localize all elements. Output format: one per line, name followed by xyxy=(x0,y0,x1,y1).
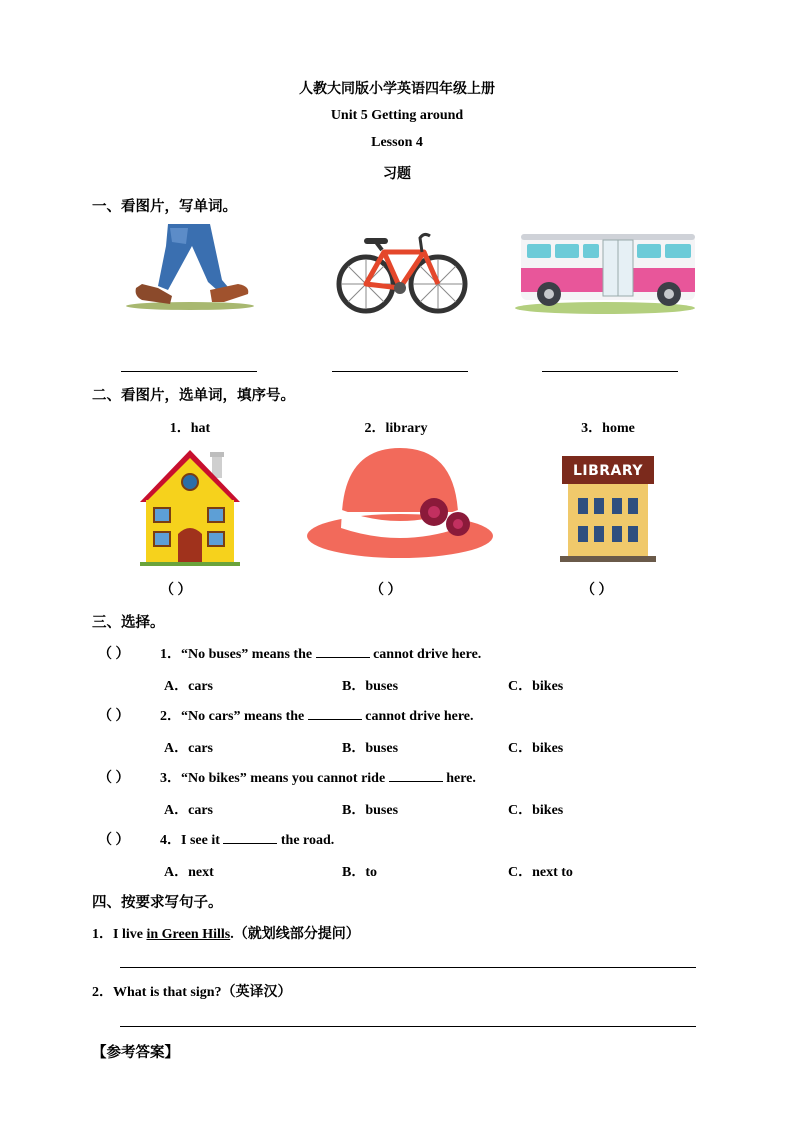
answer-line-1[interactable] xyxy=(121,371,257,372)
bicycle-picture xyxy=(334,230,468,314)
option-3c[interactable]: C．bikes xyxy=(508,803,564,818)
option-1b[interactable]: B．buses xyxy=(342,679,399,694)
house-picture xyxy=(136,448,244,566)
answer-paren-q1[interactable]: （ ） xyxy=(98,647,130,662)
answer-paren-hat[interactable]: （ ） xyxy=(160,583,192,598)
bus-picture xyxy=(517,232,697,316)
walking-picture xyxy=(128,224,258,314)
answer-paren-q2[interactable]: （ ） xyxy=(98,709,130,724)
sentence-task-1: 1．I live in Green Hills.（就划线部分提问） xyxy=(92,927,360,942)
answer-line-3[interactable] xyxy=(542,371,678,372)
option-1a[interactable]: A．cars xyxy=(164,679,213,694)
answer-paren-q4[interactable]: （ ） xyxy=(98,833,130,848)
option-4c[interactable]: C．next to xyxy=(508,865,573,880)
section4-heading: 四、按要求写句子。 xyxy=(92,895,223,911)
answer-paren-home[interactable]: （ ） xyxy=(581,583,613,598)
option-2b[interactable]: B．buses xyxy=(342,741,399,756)
underlined-phrase: in Green Hills xyxy=(146,927,231,942)
option-4a[interactable]: A．next xyxy=(164,865,214,880)
question-2: 2．“No cars” means the cannot drive here. xyxy=(160,709,474,724)
page-title: 人教大同版小学英语四年级上册 xyxy=(299,82,495,97)
answer-line-2[interactable] xyxy=(332,371,468,372)
option-1c[interactable]: C．bikes xyxy=(508,679,564,694)
library-sign: LIBRARY xyxy=(572,463,644,479)
section2-heading: 二、看图片，选单词，填序号。 xyxy=(92,388,295,404)
answer-paren-q3[interactable]: （ ） xyxy=(98,771,130,786)
hat-picture xyxy=(306,448,494,558)
option-2c[interactable]: C．bikes xyxy=(508,741,564,756)
section1-heading: 一、看图片，写单词。 xyxy=(92,199,237,215)
question-1: 1．“No buses” means the cannot drive here. xyxy=(160,647,482,662)
writing-line-2[interactable] xyxy=(120,1026,696,1027)
option-2a[interactable]: A．cars xyxy=(164,741,213,756)
option-4b[interactable]: B．to xyxy=(342,865,377,880)
unit-title: Unit 5 Getting around xyxy=(330,108,464,123)
word-hat: 1．hat xyxy=(169,421,211,436)
option-3a[interactable]: A．cars xyxy=(164,803,213,818)
option-3b[interactable]: B．buses xyxy=(342,803,399,818)
question-3: 3．“No bikes” means you cannot ride here. xyxy=(160,771,476,786)
question-4: 4．I see it the road. xyxy=(160,833,335,848)
answer-paren-library[interactable]: （ ） xyxy=(370,583,402,598)
word-library: 2．library xyxy=(364,421,428,436)
lesson-title: Lesson 4 xyxy=(371,135,423,150)
section3-heading: 三、选择。 xyxy=(92,615,165,631)
sentence-task-2: 2．What is that sign?（英译汉） xyxy=(92,985,292,1000)
answer-key-heading: 【参考答案】 xyxy=(92,1045,179,1061)
writing-line-1[interactable] xyxy=(120,967,696,968)
word-home: 3．home xyxy=(581,421,635,436)
exercise-title: 习题 xyxy=(383,167,411,182)
